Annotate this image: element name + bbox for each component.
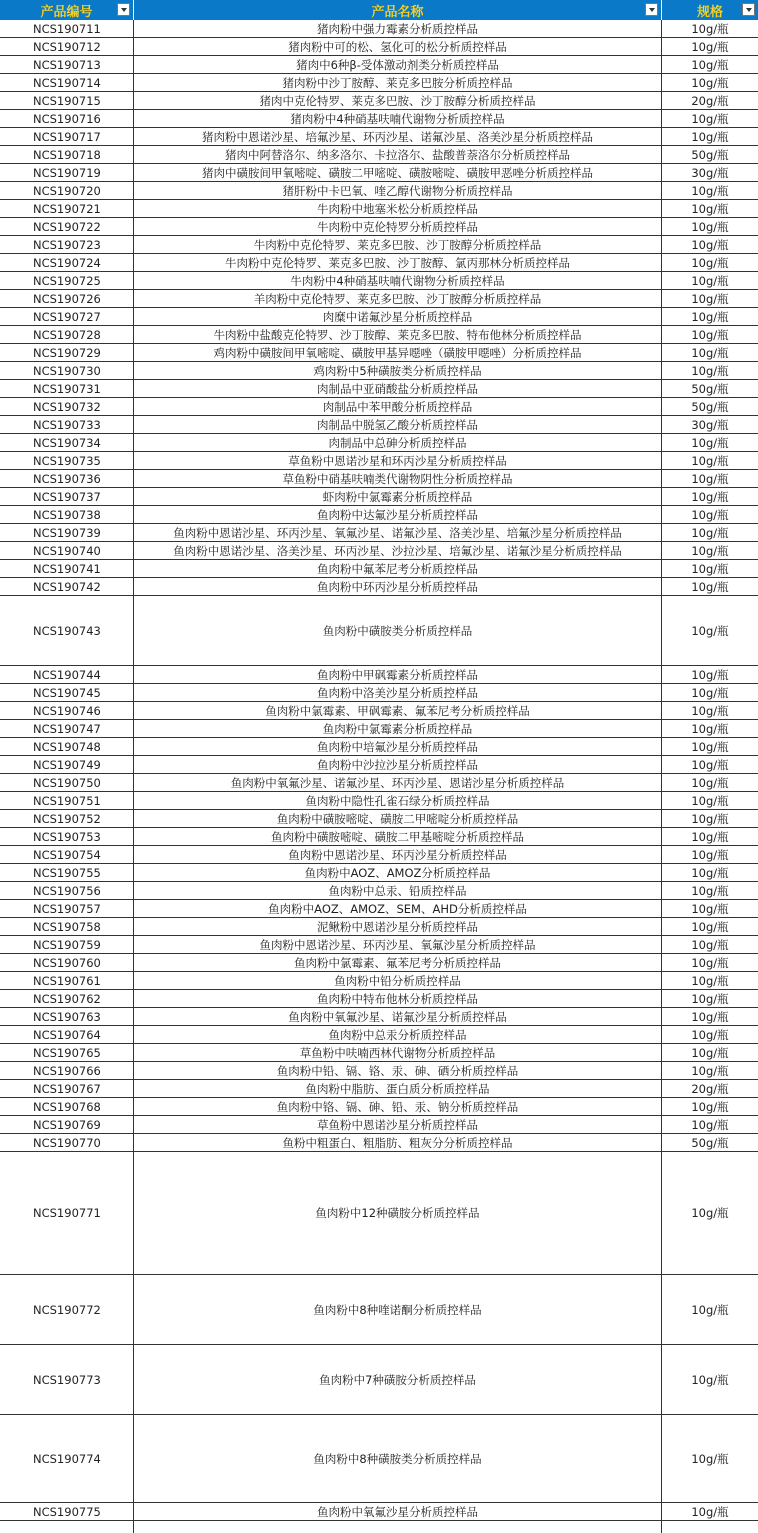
product-spec-cell[interactable]: 10g/瓶 — [691, 721, 729, 736]
product-code-cell[interactable]: NCS190751 — [0, 792, 134, 809]
product-spec-cell[interactable]: 30g/瓶 — [691, 417, 729, 432]
product-code-cell[interactable]: NCS190765 — [0, 1044, 134, 1061]
table-body — [0, 20, 758, 1533]
product-name-cell[interactable]: 肉糜中诺氟沙星分析质控样品 — [134, 308, 662, 325]
product-code-cell[interactable]: NCS190744 — [0, 666, 134, 683]
filter-dropdown-icon[interactable] — [117, 3, 130, 16]
product-spec-cell[interactable]: 10g/瓶 — [691, 489, 729, 504]
product-spec-cell[interactable]: 10g/瓶 — [691, 1372, 729, 1387]
product-spec-cell[interactable]: 10g/瓶 — [691, 829, 729, 844]
filter-dropdown-icon[interactable] — [742, 3, 755, 16]
product-spec-cell[interactable]: 10g/瓶 — [691, 129, 729, 144]
product-name-cell[interactable]: 鱼肉粉中8种喹诺酮分析质控样品 — [134, 1275, 662, 1344]
product-spec-cell[interactable]: 10g/瓶 — [691, 345, 729, 360]
product-spec-cell[interactable]: 10g/瓶 — [691, 255, 729, 270]
product-code-cell[interactable]: NCS190747 — [0, 720, 134, 737]
table-row — [0, 1152, 758, 1275]
product-code-cell[interactable]: NCS190746 — [0, 702, 134, 719]
product-spec-cell[interactable]: 10g/瓶 — [691, 309, 729, 324]
table-row — [0, 1098, 758, 1116]
product-spec-cell[interactable]: 50g/瓶 — [691, 1135, 729, 1150]
product-spec-cell[interactable]: 10g/瓶 — [691, 847, 729, 862]
table-row — [0, 398, 758, 416]
header-row — [0, 0, 758, 20]
product-code-cell[interactable]: NCS190726 — [0, 290, 134, 307]
table-row — [0, 506, 758, 524]
product-name-cell[interactable]: 鱼肉粉中恩诺沙星、环丙沙星、氧氟沙星分析质控样品 — [134, 936, 662, 953]
product-spec-cell[interactable]: 10g/瓶 — [691, 525, 729, 540]
table-row — [0, 954, 758, 972]
product-spec-cell[interactable]: 10g/瓶 — [691, 1504, 729, 1519]
product-code-cell[interactable]: NCS190775 — [0, 1503, 134, 1520]
product-spec-cell[interactable]: 10g/瓶 — [691, 579, 729, 594]
header-name-label: 产品名称 — [371, 4, 424, 20]
product-code-cell[interactable]: NCS190743 — [0, 596, 134, 665]
product-code-cell[interactable]: NCS190753 — [0, 828, 134, 845]
product-spec-cell[interactable]: 10g/瓶 — [691, 39, 729, 54]
product-name-cell[interactable]: 牛肉粉中克伦特罗、莱克多巴胺、沙丁胺醇、氯丙那林分析质控样品 — [134, 254, 662, 271]
product-code-cell[interactable]: NCS190754 — [0, 846, 134, 863]
product-name-cell[interactable]: 鱼肉粉中12种磺胺分析质控样品 — [134, 1152, 662, 1274]
product-spec-cell[interactable]: 10g/瓶 — [691, 811, 729, 826]
table-row — [0, 936, 758, 954]
table-row — [0, 254, 758, 272]
product-code-cell[interactable]: NCS190769 — [0, 1116, 134, 1133]
empty-cell[interactable] — [134, 1521, 662, 1533]
product-name-cell[interactable]: 鱼肉粉中铅、镉、铬、汞、砷、硒分析质控样品 — [134, 1062, 662, 1079]
table-row — [0, 990, 758, 1008]
product-code-cell[interactable]: NCS190725 — [0, 272, 134, 289]
table-row — [0, 416, 758, 434]
product-code-cell[interactable]: NCS190711 — [0, 20, 134, 37]
product-name-cell[interactable]: 鱼肉粉中7种磺胺分析质控样品 — [134, 1345, 662, 1414]
product-name-cell[interactable]: 鱼肉粉中洛美沙星分析质控样品 — [134, 684, 662, 701]
product-name-cell[interactable]: 猪肉中阿替洛尔、纳多洛尔、卡拉洛尔、盐酸普萘洛尔分析质控样品 — [134, 146, 662, 163]
table-row — [0, 74, 758, 92]
product-spec-cell[interactable]: 10g/瓶 — [691, 543, 729, 558]
table-row — [0, 290, 758, 308]
table-row — [0, 146, 758, 164]
product-code-cell[interactable]: NCS190739 — [0, 524, 134, 541]
table-row — [0, 666, 758, 684]
product-name-cell[interactable]: 牛肉粉中克伦特罗分析质控样品 — [134, 218, 662, 235]
product-code-cell[interactable]: NCS190764 — [0, 1026, 134, 1043]
product-code-cell[interactable]: NCS190719 — [0, 164, 134, 181]
product-code-cell[interactable]: NCS190730 — [0, 362, 134, 379]
product-spec-cell[interactable]: 10g/瓶 — [691, 685, 729, 700]
product-code-cell[interactable]: NCS190717 — [0, 128, 134, 145]
table-row — [0, 1275, 758, 1345]
product-spec-cell[interactable]: 10g/瓶 — [691, 883, 729, 898]
product-spec-cell[interactable]: 10g/瓶 — [691, 453, 729, 468]
table-row — [0, 702, 758, 720]
table-row — [0, 578, 758, 596]
product-code-cell[interactable]: NCS190715 — [0, 92, 134, 109]
product-spec-cell[interactable]: 10g/瓶 — [691, 703, 729, 718]
table-row — [0, 738, 758, 756]
table-row — [0, 900, 758, 918]
product-spec-cell[interactable]: 10g/瓶 — [691, 973, 729, 988]
product-name-cell[interactable]: 鱼肉粉中AOZ、AMOZ、SEM、AHD分析质控样品 — [134, 900, 662, 917]
header-name — [134, 0, 662, 20]
product-spec-cell[interactable]: 10g/瓶 — [691, 1027, 729, 1042]
product-spec-cell[interactable]: 10g/瓶 — [691, 21, 729, 36]
product-code-cell[interactable]: NCS190736 — [0, 470, 134, 487]
product-name-cell[interactable]: 猪肉粉中沙丁胺醇、莱克多巴胺分析质控样品 — [134, 74, 662, 91]
product-code-cell[interactable]: NCS190732 — [0, 398, 134, 415]
table-row — [0, 1044, 758, 1062]
table-row — [0, 1008, 758, 1026]
product-code-cell[interactable]: NCS190734 — [0, 434, 134, 451]
product-name-cell[interactable]: 鱼肉粉中磺胺嘧啶、磺胺二甲基嘧啶分析质控样品 — [134, 828, 662, 845]
table-row — [0, 792, 758, 810]
header-spec-label: 规格 — [696, 4, 723, 20]
table-row — [0, 972, 758, 990]
product-name-cell[interactable]: 猪肉粉中恩诺沙星、培氟沙星、环丙沙星、诺氟沙星、洛美沙星分析质控样品 — [134, 128, 662, 145]
product-name-cell[interactable]: 鱼肉粉中氧氟沙星、诺氟沙星分析质控样品 — [134, 1008, 662, 1025]
product-name-cell[interactable]: 鱼肉粉中恩诺沙星、洛美沙星、环丙沙星、沙拉沙星、培氟沙星、诺氟沙星分析质控样品 — [134, 542, 662, 559]
product-spec-cell[interactable]: 10g/瓶 — [691, 363, 729, 378]
product-name-cell[interactable]: 鸡肉粉中磺胺间甲氧嘧啶、磺胺甲基异噁唑（磺胺甲噁唑）分析质控样品 — [134, 344, 662, 361]
product-code-cell[interactable]: NCS190760 — [0, 954, 134, 971]
table-row — [0, 774, 758, 792]
table-row — [0, 864, 758, 882]
product-spec-cell[interactable]: 10g/瓶 — [691, 1451, 729, 1466]
table-row — [0, 1116, 758, 1134]
product-spec-cell[interactable]: 10g/瓶 — [691, 57, 729, 72]
product-code-cell[interactable]: NCS190712 — [0, 38, 134, 55]
product-spec-cell[interactable]: 10g/瓶 — [691, 955, 729, 970]
product-code-cell[interactable]: NCS190713 — [0, 56, 134, 73]
table-row — [0, 684, 758, 702]
product-code-cell[interactable]: NCS190759 — [0, 936, 134, 953]
product-spec-cell[interactable]: 50g/瓶 — [691, 381, 729, 396]
product-name-cell[interactable]: 虾肉粉中氯霉素分析质控样品 — [134, 488, 662, 505]
product-spec-cell[interactable]: 10g/瓶 — [691, 75, 729, 90]
product-code-cell[interactable]: NCS190718 — [0, 146, 134, 163]
product-code-cell[interactable]: NCS190729 — [0, 344, 134, 361]
table-row — [0, 846, 758, 864]
product-spec-cell[interactable]: 10g/瓶 — [691, 1302, 729, 1317]
table-row — [0, 38, 758, 56]
product-spec-cell[interactable]: 10g/瓶 — [691, 471, 729, 486]
product-code-cell[interactable]: NCS190742 — [0, 578, 134, 595]
product-name-cell[interactable]: 猪肉中克伦特罗、莱克多巴胺、沙丁胺醇分析质控样品 — [134, 92, 662, 109]
product-spec-cell[interactable]: 10g/瓶 — [691, 865, 729, 880]
product-name-cell[interactable]: 鱼肉粉中铅分析质控样品 — [134, 972, 662, 989]
product-code-cell[interactable]: NCS190741 — [0, 560, 134, 577]
header-spec — [662, 0, 758, 20]
header-code-label: 产品编号 — [40, 4, 93, 20]
filter-dropdown-icon[interactable] — [645, 3, 658, 16]
product-spec-cell[interactable]: 10g/瓶 — [691, 1063, 729, 1078]
product-spec-cell[interactable]: 10g/瓶 — [691, 561, 729, 576]
product-name-cell[interactable]: 草鱼粉中硝基呋喃类代谢物阴性分析质控样品 — [134, 470, 662, 487]
product-name-cell[interactable]: 鱼肉粉中恩诺沙星、环丙沙星分析质控样品 — [134, 846, 662, 863]
table-row — [0, 1415, 758, 1503]
product-code-cell[interactable]: NCS190755 — [0, 864, 134, 881]
product-spec-cell[interactable]: 10g/瓶 — [691, 327, 729, 342]
table-row — [0, 1134, 758, 1152]
table-row — [0, 272, 758, 290]
product-name-cell[interactable]: 鱼肉粉中恩诺沙星、环丙沙星、氧氟沙星、诺氟沙星、洛美沙星、培氟沙星分析质控样品 — [134, 524, 662, 541]
product-spec-cell[interactable]: 10g/瓶 — [691, 1009, 729, 1024]
product-name-cell[interactable]: 肉制品中脱氢乙酸分析质控样品 — [134, 416, 662, 433]
product-code-cell[interactable]: NCS190752 — [0, 810, 134, 827]
table-row — [0, 20, 758, 38]
product-code-cell[interactable]: NCS190749 — [0, 756, 134, 773]
product-spec-cell[interactable]: 30g/瓶 — [691, 165, 729, 180]
table-row — [0, 380, 758, 398]
product-name-cell[interactable]: 草鱼粉中呋喃西林代谢物分析质控样品 — [134, 1044, 662, 1061]
product-name-cell[interactable]: 鱼肉粉中脂肪、蛋白质分析质控样品 — [134, 1080, 662, 1097]
table-row — [0, 756, 758, 774]
product-name-cell[interactable]: 鱼肉粉中环丙沙星分析质控样品 — [134, 578, 662, 595]
product-spec-cell[interactable]: 10g/瓶 — [691, 111, 729, 126]
product-spec-cell[interactable]: 10g/瓶 — [691, 1206, 729, 1220]
product-spec-cell[interactable]: 10g/瓶 — [691, 775, 729, 790]
product-name-cell[interactable]: 牛肉粉中盐酸克伦特罗、沙丁胺醇、莱克多巴胺、特布他林分析质控样品 — [134, 326, 662, 343]
table-row — [0, 308, 758, 326]
product-code-cell[interactable]: NCS190720 — [0, 182, 134, 199]
product-name-cell[interactable]: 鱼肉粉中铬、镉、砷、铅、汞、钠分析质控样品 — [134, 1098, 662, 1115]
product-name-cell[interactable]: 鱼肉粉中甲砜霉素分析质控样品 — [134, 666, 662, 683]
product-name-cell[interactable]: 鱼肉粉中8种磺胺类分析质控样品 — [134, 1415, 662, 1502]
product-code-cell[interactable]: NCS190716 — [0, 110, 134, 127]
product-name-cell[interactable]: 鱼肉粉中沙拉沙星分析质控样品 — [134, 756, 662, 773]
table-row — [0, 488, 758, 506]
product-code-cell[interactable]: NCS190768 — [0, 1098, 134, 1115]
product-code-cell[interactable]: NCS190727 — [0, 308, 134, 325]
table-row — [0, 182, 758, 200]
product-code-cell[interactable]: NCS190756 — [0, 882, 134, 899]
product-code-cell[interactable]: NCS190773 — [0, 1345, 134, 1414]
product-name-cell[interactable]: 鱼肉粉中达氟沙星分析质控样品 — [134, 506, 662, 523]
product-name-cell[interactable]: 鱼肉粉中氯霉素、氟苯尼考分析质控样品 — [134, 954, 662, 971]
product-spec-cell[interactable]: 10g/瓶 — [691, 901, 729, 916]
product-name-cell[interactable]: 鱼粉中粗蛋白、粗脂肪、粗灰分分析质控样品 — [134, 1134, 662, 1151]
table-row — [0, 326, 758, 344]
product-name-cell[interactable]: 草鱼粉中恩诺沙星分析质控样品 — [134, 1116, 662, 1133]
product-name-cell[interactable]: 肉制品中苯甲酸分析质控样品 — [134, 398, 662, 415]
table-row — [0, 92, 758, 110]
table-row — [0, 542, 758, 560]
product-spec-cell[interactable]: 10g/瓶 — [691, 919, 729, 934]
product-name-cell[interactable]: 牛肉粉中地塞米松分析质控样品 — [134, 200, 662, 217]
product-spec-cell[interactable]: 20g/瓶 — [691, 1081, 729, 1096]
product-name-cell[interactable]: 草鱼粉中恩诺沙星和环丙沙星分析质控样品 — [134, 452, 662, 469]
product-spec-cell[interactable]: 10g/瓶 — [691, 1117, 729, 1132]
product-spec-cell[interactable]: 10g/瓶 — [691, 291, 729, 306]
product-code-cell[interactable]: NCS190723 — [0, 236, 134, 253]
product-spec-cell[interactable]: 10g/瓶 — [691, 507, 729, 522]
product-code-cell[interactable]: NCS190745 — [0, 684, 134, 701]
table-row — [0, 362, 758, 380]
product-name-cell[interactable]: 猪肉中6种β-受体激动剂类分析质控样品 — [134, 56, 662, 73]
table-row — [0, 1503, 758, 1521]
product-spec-cell[interactable]: 10g/瓶 — [691, 201, 729, 216]
product-code-cell[interactable]: NCS190728 — [0, 326, 134, 343]
product-name-cell[interactable]: 鱼肉粉中AOZ、AMOZ分析质控样品 — [134, 864, 662, 881]
product-code-cell[interactable]: NCS190733 — [0, 416, 134, 433]
product-spec-cell[interactable]: 10g/瓶 — [691, 435, 729, 450]
table-row — [0, 560, 758, 578]
product-code-cell[interactable]: NCS190714 — [0, 74, 134, 91]
product-name-cell[interactable]: 牛肉粉中克伦特罗、莱克多巴胺、沙丁胺醇分析质控样品 — [134, 236, 662, 253]
product-name-cell[interactable]: 羊肉粉中克伦特罗、莱克多巴胺、沙丁胺醇分析质控样品 — [134, 290, 662, 307]
product-code-cell[interactable]: NCS190767 — [0, 1080, 134, 1097]
product-code-cell[interactable]: NCS190737 — [0, 488, 134, 505]
table-row — [0, 1345, 758, 1415]
product-code-cell[interactable]: NCS190757 — [0, 900, 134, 917]
table-row — [0, 918, 758, 936]
table-row — [0, 524, 758, 542]
product-spec-cell[interactable]: 10g/瓶 — [691, 667, 729, 682]
product-code-cell[interactable]: NCS190758 — [0, 918, 134, 935]
product-name-cell[interactable]: 鱼肉粉中总汞、铅质控样品 — [134, 882, 662, 899]
product-code-cell[interactable]: NCS190761 — [0, 972, 134, 989]
header-code — [0, 0, 134, 20]
table-row — [0, 1080, 758, 1098]
table-row — [0, 470, 758, 488]
product-spec-cell[interactable]: 20g/瓶 — [691, 93, 729, 108]
product-name-cell[interactable]: 鱼肉粉中培氟沙星分析质控样品 — [134, 738, 662, 755]
product-spec-cell[interactable]: 10g/瓶 — [691, 739, 729, 754]
product-name-cell[interactable]: 鸡肉粉中5种磺胺类分析质控样品 — [134, 362, 662, 379]
product-code-cell[interactable]: NCS190721 — [0, 200, 134, 217]
table-row — [0, 110, 758, 128]
product-spec-cell[interactable]: 50g/瓶 — [691, 147, 729, 162]
product-code-cell[interactable]: NCS190722 — [0, 218, 134, 235]
table-row — [0, 720, 758, 738]
product-spec-cell[interactable]: 10g/瓶 — [691, 1099, 729, 1114]
product-name-cell[interactable]: 猪肉中磺胺间甲氧嘧啶、磺胺二甲嘧啶、磺胺嘧啶、磺胺甲恶唑分析质控样品 — [134, 164, 662, 181]
table-row — [0, 452, 758, 470]
product-name-cell[interactable]: 鱼肉粉中磺胺嘧啶、磺胺二甲嘧啶分析质控样品 — [134, 810, 662, 827]
table-row — [0, 882, 758, 900]
table-row — [0, 828, 758, 846]
product-code-cell[interactable]: NCS190748 — [0, 738, 134, 755]
product-code-cell[interactable]: NCS190770 — [0, 1134, 134, 1151]
product-name-cell[interactable]: 猪肝粉中卡巴氧、喹乙醇代谢物分析质控样品 — [134, 182, 662, 199]
product-code-cell[interactable]: NCS190772 — [0, 1275, 134, 1344]
product-code-cell[interactable]: NCS190762 — [0, 990, 134, 1007]
product-spec-cell[interactable]: 10g/瓶 — [691, 793, 729, 808]
product-spec-cell[interactable]: 10g/瓶 — [691, 183, 729, 198]
product-spec-cell[interactable]: 10g/瓶 — [691, 757, 729, 772]
table-row — [0, 1062, 758, 1080]
product-code-cell[interactable]: NCS190763 — [0, 1008, 134, 1025]
product-spec-cell[interactable]: 10g/瓶 — [691, 1045, 729, 1060]
table-row — [0, 56, 758, 74]
product-name-cell[interactable]: 鱼肉粉中氯霉素分析质控样品 — [134, 720, 662, 737]
table-row — [0, 434, 758, 452]
product-code-cell[interactable]: NCS190731 — [0, 380, 134, 397]
product-name-cell[interactable]: 鱼肉粉中氯霉素、甲砜霉素、氟苯尼考分析质控样品 — [134, 702, 662, 719]
product-spec-cell[interactable]: 10g/瓶 — [691, 937, 729, 952]
product-name-cell[interactable]: 鱼肉粉中氟苯尼考分析质控样品 — [134, 560, 662, 577]
product-spec-cell[interactable]: 50g/瓶 — [691, 399, 729, 414]
product-code-cell[interactable]: NCS190724 — [0, 254, 134, 271]
product-name-cell[interactable]: 猪肉粉中4种硝基呋喃代谢物分析质控样品 — [134, 110, 662, 127]
product-spec-cell[interactable]: 10g/瓶 — [691, 991, 729, 1006]
product-name-cell[interactable]: 鱼肉粉中氧氟沙星分析质控样品 — [134, 1503, 662, 1520]
table-row — [0, 236, 758, 254]
product-code-cell[interactable]: NCS190766 — [0, 1062, 134, 1079]
table-row — [0, 1026, 758, 1044]
table-row — [0, 344, 758, 362]
table-row — [0, 596, 758, 666]
table-row-partial — [0, 1521, 758, 1533]
product-code-cell[interactable]: NCS190771 — [0, 1152, 134, 1274]
product-code-cell[interactable]: NCS190738 — [0, 506, 134, 523]
table-row — [0, 200, 758, 218]
table-row — [0, 164, 758, 182]
empty-cell[interactable] — [662, 1521, 758, 1533]
product-name-cell[interactable]: 肉制品中亚硝酸盐分析质控样品 — [134, 380, 662, 397]
product-code-cell[interactable]: NCS190740 — [0, 542, 134, 559]
product-name-cell[interactable]: 猪肉粉中强力霉素分析质控样品 — [134, 20, 662, 37]
product-spec-cell[interactable]: 10g/瓶 — [691, 237, 729, 252]
product-name-cell[interactable]: 鱼肉粉中氧氟沙星、诺氟沙星、环丙沙星、恩诺沙星分析质控样品 — [134, 774, 662, 791]
product-spec-cell[interactable]: 10g/瓶 — [691, 623, 729, 638]
table-row — [0, 810, 758, 828]
product-spec-cell[interactable]: 10g/瓶 — [691, 273, 729, 288]
product-name-cell[interactable]: 鱼肉粉中总汞分析质控样品 — [134, 1026, 662, 1043]
product-code-cell[interactable]: NCS190750 — [0, 774, 134, 791]
product-code-cell[interactable]: NCS190774 — [0, 1415, 134, 1502]
table-row — [0, 218, 758, 236]
product-name-cell[interactable]: 泥鳅粉中恩诺沙星分析质控样品 — [134, 918, 662, 935]
product-name-cell[interactable]: 牛肉粉中4种硝基呋喃代谢物分析质控样品 — [134, 272, 662, 289]
product-name-cell[interactable]: 鱼肉粉中特布他林分析质控样品 — [134, 990, 662, 1007]
empty-cell[interactable] — [0, 1521, 134, 1533]
product-name-cell[interactable]: 肉制品中总砷分析质控样品 — [134, 434, 662, 451]
table-row — [0, 128, 758, 146]
product-name-cell[interactable]: 鱼肉粉中磺胺类分析质控样品 — [134, 596, 662, 665]
product-name-cell[interactable]: 猪肉粉中可的松、氢化可的松分析质控样品 — [134, 38, 662, 55]
product-code-cell[interactable]: NCS190735 — [0, 452, 134, 469]
product-name-cell[interactable]: 鱼肉粉中隐性孔雀石绿分析质控样品 — [134, 792, 662, 809]
product-spec-cell[interactable]: 10g/瓶 — [691, 219, 729, 234]
